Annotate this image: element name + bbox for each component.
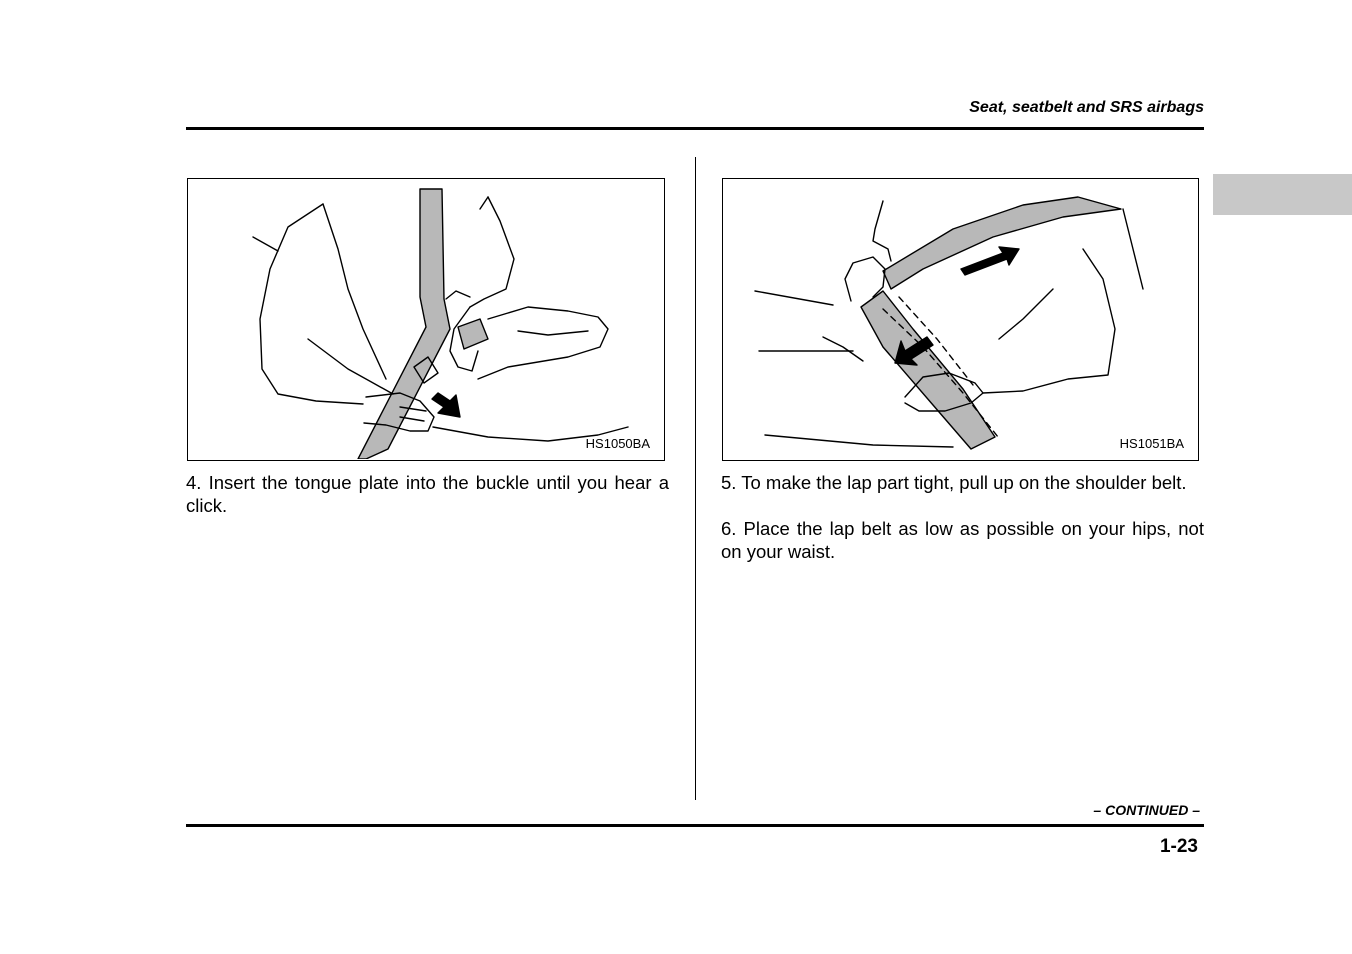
figure-insert-tongue-plate xyxy=(187,178,665,461)
illustration-buckle-insert xyxy=(188,179,663,459)
continued-marker: – CONTINUED – xyxy=(1093,802,1200,818)
figure-tighten-lap-belt xyxy=(722,178,1199,461)
illustration-pull-shoulder-belt xyxy=(723,179,1197,459)
step-5-text: 5. To make the lap part tight, pull up on the shoulder belt. xyxy=(721,472,1187,493)
chapter-thumb-tab xyxy=(1213,174,1352,215)
header-rule xyxy=(186,127,1204,130)
footer-rule xyxy=(186,824,1204,827)
figure-code: HS1051BA xyxy=(1119,436,1184,451)
step-6-text: 6. Place the lap belt as low as possible on your hips, not on your waist. xyxy=(721,518,1204,562)
page-number: 1-23 xyxy=(1159,836,1198,857)
section-title: Seat, seatbelt and SRS airbags xyxy=(969,99,1204,116)
column-divider xyxy=(695,157,696,800)
figure-code: HS1050BA xyxy=(585,436,650,451)
step-4-text: 4. Insert the tongue plate into the buckle until you hear a click. xyxy=(186,472,669,516)
